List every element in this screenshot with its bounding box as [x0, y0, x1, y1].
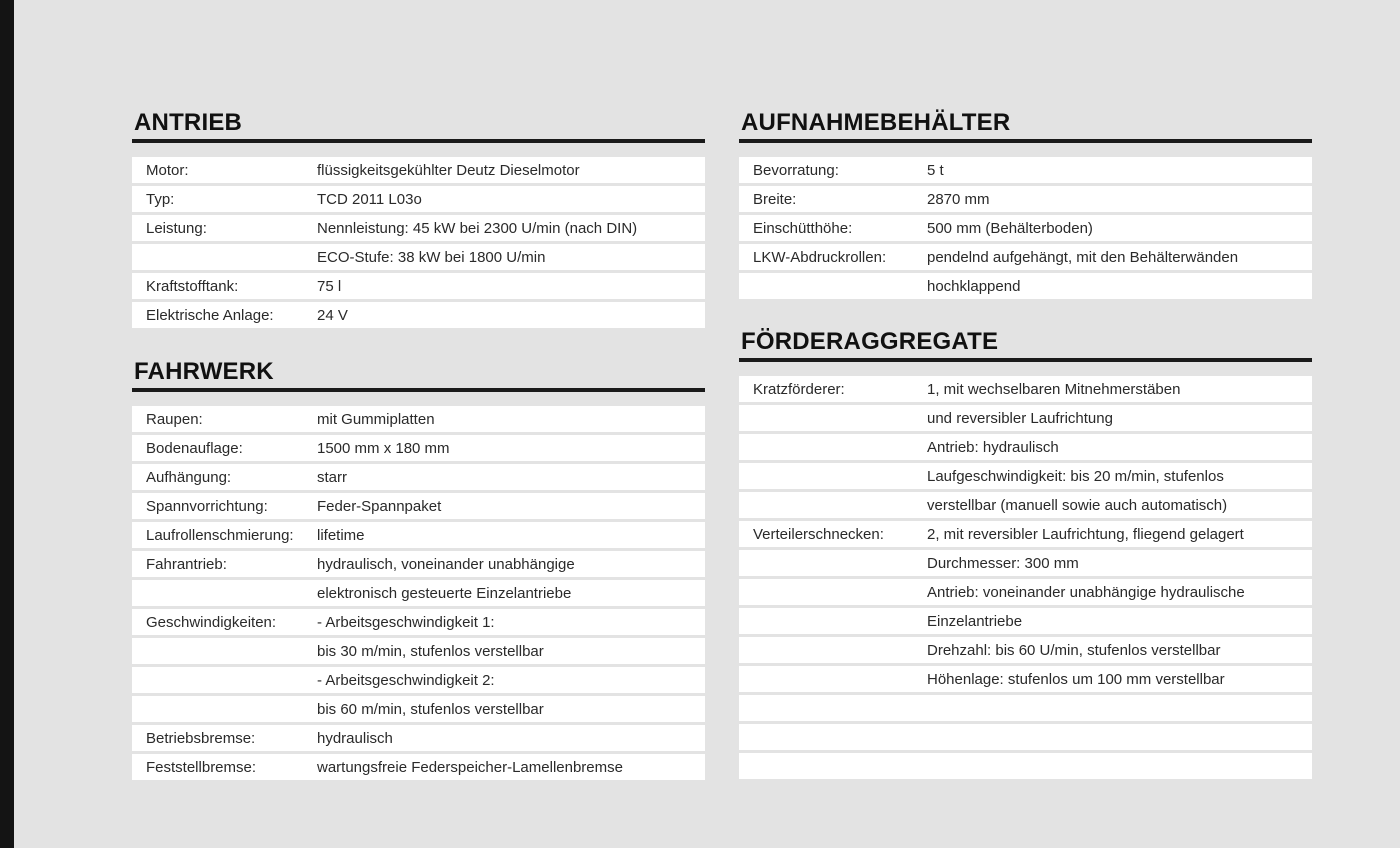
- table-row: [739, 405, 1312, 431]
- spec-value: 2870 mm: [927, 190, 990, 208]
- table-row: [132, 244, 705, 270]
- spec-value: Einzelantriebe: [927, 612, 1023, 630]
- table-row: [132, 551, 705, 577]
- spec-value: hydraulisch: [317, 729, 393, 747]
- spec-value: verstellbar (manuell sowie auch automatisch): [927, 496, 1228, 514]
- table-row: [132, 302, 705, 328]
- table-row: [739, 579, 1312, 605]
- section-fahrwerk: [132, 358, 705, 783]
- spec-value: Drehzahl: bis 60 U/min, stufenlos verstellbar: [927, 641, 1221, 659]
- table-row: [739, 186, 1312, 212]
- spec-label: Breite:: [753, 190, 797, 208]
- spec-value: Antrieb: hydraulisch: [927, 438, 1059, 456]
- table-row: [739, 492, 1312, 518]
- table-row: [132, 435, 705, 461]
- section-title-foerderaggregate: FÖRDERAGGREGATE: [741, 328, 999, 355]
- spec-value: ECO-Stufe: 38 kW bei 1800 U/min: [317, 248, 546, 266]
- table-row: [739, 666, 1312, 692]
- spec-label: Typ:: [146, 190, 175, 208]
- spec-label: Verteilerschnecken:: [753, 525, 884, 543]
- section-title-aufnahmebehaelter: AUFNAHMEBEHÄLTER: [741, 109, 1011, 136]
- spec-label: Raupen:: [146, 410, 203, 428]
- table-row: [739, 215, 1312, 241]
- table-row: [739, 724, 1312, 750]
- spec-label: Motor:: [146, 161, 189, 179]
- table-row: [132, 522, 705, 548]
- table-row: [739, 244, 1312, 270]
- spec-value: und reversibler Laufrichtung: [927, 409, 1113, 427]
- spec-label: Leistung:: [146, 219, 207, 237]
- spec-value: Durchmesser: 300 mm: [927, 554, 1079, 572]
- spec-label: Kratzförderer:: [753, 380, 845, 398]
- table-row: [132, 406, 705, 432]
- section-divider: [132, 139, 705, 143]
- spec-value: pendelnd aufgehängt, mit den Behälterwänden: [927, 248, 1239, 266]
- table-row: [132, 157, 705, 183]
- spec-table-aufnahmebehaelter: [739, 157, 1312, 299]
- spec-value: 75 l: [317, 277, 342, 295]
- table-row: [132, 609, 705, 635]
- spec-label: Feststellbremse:: [146, 758, 257, 776]
- section-title-antrieb: ANTRIEB: [134, 109, 243, 136]
- table-row: [739, 550, 1312, 576]
- spec-label: Aufhängung:: [146, 468, 232, 486]
- spec-value: Feder-Spannpaket: [317, 497, 442, 515]
- spec-value: bis 30 m/min, stufenlos verstellbar: [317, 642, 544, 660]
- table-row: [739, 608, 1312, 634]
- section-aufnahmebehaelter: [739, 109, 1312, 302]
- section-antrieb: [132, 109, 705, 331]
- section-divider: [739, 358, 1312, 362]
- spec-value: TCD 2011 L03o: [317, 190, 422, 208]
- table-row: [132, 725, 705, 751]
- spec-value: 5 t: [927, 161, 944, 179]
- section-foerderaggregate: [739, 328, 1312, 782]
- spec-value: Laufgeschwindigkeit: bis 20 m/min, stufenlos: [927, 467, 1224, 485]
- spec-value: elektronisch gesteuerte Einzelantriebe: [317, 584, 572, 602]
- spec-label: Betriebsbremse:: [146, 729, 256, 747]
- table-row: [739, 157, 1312, 183]
- spec-value: 500 mm (Behälterboden): [927, 219, 1093, 237]
- table-row: [739, 463, 1312, 489]
- spec-value: 2, mit reversibler Laufrichtung, fliegend gelagert: [927, 525, 1244, 543]
- table-row: [739, 376, 1312, 402]
- spec-value: Antrieb: voneinander unabhängige hydraulische: [927, 583, 1245, 601]
- left-edge-bar: [0, 0, 14, 848]
- spec-label: Fahrantrieb:: [146, 555, 227, 573]
- spec-value: - Arbeitsgeschwindigkeit 1:: [317, 613, 495, 631]
- spec-label: Kraftstofftank:: [146, 277, 239, 295]
- spec-value: starr: [317, 468, 347, 486]
- section-divider: [132, 388, 705, 392]
- table-row: [739, 637, 1312, 663]
- spec-value: 1, mit wechselbaren Mitnehmerstäben: [927, 380, 1181, 398]
- spec-value: hydraulisch, voneinander unabhängige: [317, 555, 575, 573]
- table-row: [739, 521, 1312, 547]
- table-row: [132, 696, 705, 722]
- table-row: [132, 273, 705, 299]
- table-row: [132, 754, 705, 780]
- spec-value: lifetime: [317, 526, 365, 544]
- spec-label: Einschütthöhe:: [753, 219, 853, 237]
- spec-value: hochklappend: [927, 277, 1021, 295]
- spec-label: LKW-Abdruckrollen:: [753, 248, 887, 266]
- table-row: [132, 464, 705, 490]
- table-row: [739, 434, 1312, 460]
- spec-label: Elektrische Anlage:: [146, 306, 274, 324]
- spec-table-foerderaggregate: [739, 376, 1312, 779]
- spec-label: Geschwindigkeiten:: [146, 613, 277, 631]
- table-row: [132, 667, 705, 693]
- spec-label: Bevorratung:: [753, 161, 839, 179]
- spec-value: 24 V: [317, 306, 348, 324]
- table-row: [132, 186, 705, 212]
- spec-value: Höhenlage: stufenlos um 100 mm verstellbar: [927, 670, 1225, 688]
- table-row: [132, 493, 705, 519]
- section-divider: [739, 139, 1312, 143]
- table-row: [132, 215, 705, 241]
- spec-label: Spannvorrichtung:: [146, 497, 268, 515]
- spec-label: Bodenauflage:: [146, 439, 243, 457]
- spec-value: Nennleistung: 45 kW bei 2300 U/min (nach DIN): [317, 219, 638, 237]
- spec-value: - Arbeitsgeschwindigkeit 2:: [317, 671, 495, 689]
- spec-value: 1500 mm x 180 mm: [317, 439, 450, 457]
- spec-value: wartungsfreie Federspeicher-Lamellenbremse: [317, 758, 623, 776]
- spec-label: Laufrollenschmierung:: [146, 526, 294, 544]
- spec-table-fahrwerk: [132, 406, 705, 780]
- spec-value: bis 60 m/min, stufenlos verstellbar: [317, 700, 544, 718]
- spec-value: mit Gummiplatten: [317, 410, 435, 428]
- table-row: [132, 580, 705, 606]
- spec-table-antrieb: [132, 157, 705, 328]
- section-title-fahrwerk: FAHRWERK: [134, 358, 274, 385]
- table-row: [132, 638, 705, 664]
- table-row: [739, 273, 1312, 299]
- table-row: [739, 695, 1312, 721]
- table-row: [739, 753, 1312, 779]
- spec-value: flüssigkeitsgekühlter Deutz Dieselmotor: [317, 161, 580, 179]
